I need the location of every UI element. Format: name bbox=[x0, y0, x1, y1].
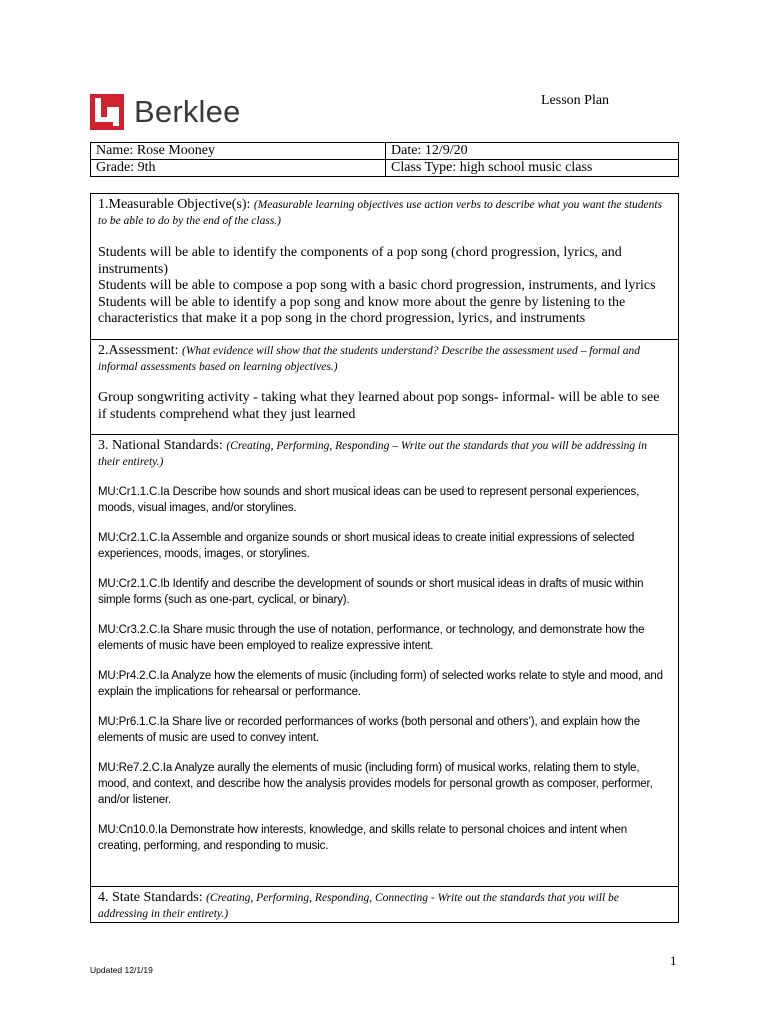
date-cell: Date: 12/9/20 bbox=[386, 143, 679, 160]
state-standards-section bbox=[91, 887, 678, 922]
standard-item: MU:Pr6.1.C.Ia Share live or recorded performances of works (both personal and others’), and explain how the elements of music are used to convey intent. bbox=[98, 716, 640, 744]
document-title: Lesson Plan bbox=[541, 93, 610, 108]
berklee-logo bbox=[90, 94, 241, 130]
assessment-hint: (What evidence will show that the students understand? Describe the assessment used – formal and informal assessments based on learning objectives.) bbox=[98, 345, 641, 373]
objective-line: Students will be able to identify the components of a pop song (chord progression, lyrics, and instruments) bbox=[98, 245, 622, 277]
page-number: 1 bbox=[670, 953, 677, 968]
brand-wordmark: Berklee bbox=[134, 94, 241, 129]
objective-list bbox=[98, 245, 671, 328]
objective-section bbox=[91, 194, 678, 340]
standard-item: MU:Cr2.1.C.Ib Identify and describe the development of sounds or short musical ideas in drafts of music within simple forms (such as one-part, cyclical, or binary). bbox=[98, 578, 644, 606]
name-cell: Name: Rose Mooney bbox=[91, 143, 386, 160]
assessment-section bbox=[91, 340, 678, 435]
national-standards-heading: 3. National Standards: (Creating, Performing, Responding – Write out the standards that you will be addressing in their entirety.) bbox=[98, 438, 648, 468]
lesson-plan-body bbox=[90, 193, 679, 923]
student-info-table bbox=[90, 142, 679, 177]
standard-item: MU:Cn10.0.Ia Demonstrate how interests, knowledge, and skills relate to personal choices and intent when creating, performing, and responding to music. bbox=[98, 824, 628, 852]
assessment-heading: 2.Assessment: (What evidence will show that the students understand? Describe the assessment used – formal and informal assessments based on learning objectives.) bbox=[98, 343, 641, 373]
standard-item: MU:Cr2.1.C.Ia Assemble and organize sounds or short musical ideas to create initial expressions of selected experiences, moods, images, or storylines. bbox=[98, 532, 635, 560]
berklee-logo-icon bbox=[90, 94, 124, 130]
standard-item: MU:Cr1.1.C.Ia Describe how sounds and short musical ideas can be used to represent personal experiences, moods, visual images, and/or storylines. bbox=[98, 486, 640, 514]
class-type-cell: Class Type: high school music class bbox=[386, 160, 679, 177]
standard-item: MU:Pr4.2.C.Ia Analyze how the elements of music (including form) of selected works relate to style and mood, and explain the implications for rehearsal or performance. bbox=[98, 670, 663, 698]
grade-cell: Grade: 9th bbox=[91, 160, 386, 177]
state-standards-heading: 4. State Standards: (Creating, Performing, Responding, Connecting - Write out the standards that you will be addressing in their entirety.) bbox=[98, 890, 619, 920]
standard-item: MU:Re7.2.C.Ia Analyze aurally the elements of music (including form) of musical works, relating them to style, mood, and context, and describe how the analysis provides models for personal growth as composer, performer, and/or listener. bbox=[98, 762, 653, 806]
standard-item: MU:Cr3.2.C.Ia Share music through the use of notation, performance, or technology, and demonstrate how the elements of music have been employed to realize expressive intent. bbox=[98, 624, 645, 652]
national-standards-section bbox=[91, 435, 678, 887]
objective-heading: 1.Measurable Objective(s): (Measurable learning objectives use action verbs to describe what you want the students to be able to do by the end of the class.) bbox=[98, 197, 663, 227]
objective-line: Students will be able to identify a pop song and know more about the genre by listening to the characteristics that make it a pop song in the chord progression, lyrics, and instruments bbox=[98, 294, 626, 326]
national-standards-hint: (Creating, Performing, Responding – Write out the standards that you will be addressing in their entirety.) bbox=[98, 440, 648, 468]
state-standards-hint: (Creating, Performing, Responding, Connecting - Write out the standards that you will be addressing in their entirety.) bbox=[98, 892, 619, 920]
assessment-text: Group songwriting activity - taking what they learned about pop songs- informal- will be able to see if students comprehend what they just learned bbox=[98, 390, 660, 422]
objective-hint: (Measurable learning objectives use action verbs to describe what you want the students to be able to do by the end of the class.) bbox=[98, 199, 663, 227]
objective-line: Students will be able to compose a pop song with a basic chord progression, instruments, and lyrics bbox=[98, 278, 656, 293]
updated-date: Updated 12/1/19 bbox=[90, 965, 153, 975]
